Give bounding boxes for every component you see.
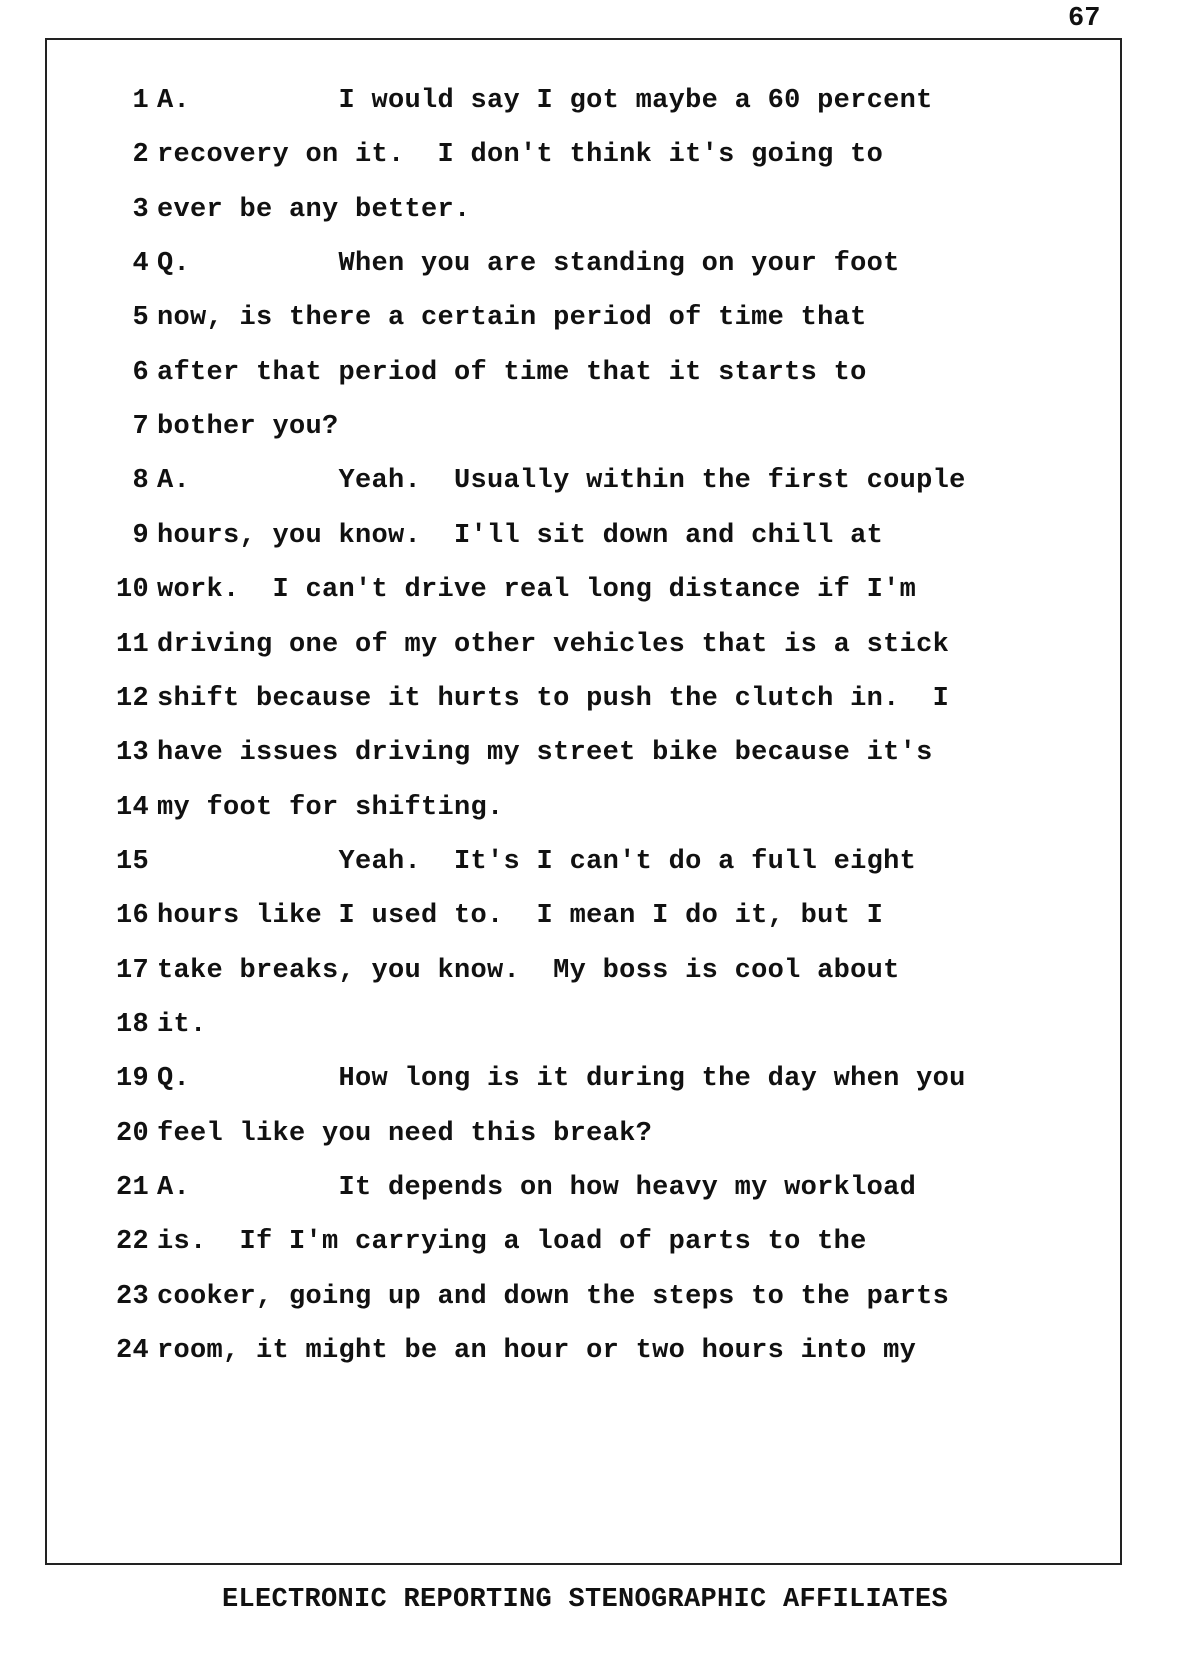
transcript-line [47, 1064, 1124, 1122]
line-text: Q. When you are standing on your foot [157, 249, 900, 280]
line-number: 2 [132, 140, 149, 171]
line-number: 1 [132, 86, 149, 116]
transcript-line [47, 140, 1124, 198]
transcript-line [47, 521, 1124, 579]
transcript-line [47, 249, 1124, 307]
transcript-line [47, 847, 1124, 905]
footer-text: ELECTRONIC REPORTING STENOGRAPHIC AFFILIATES [221, 1585, 949, 1615]
line-text: room, it might be an hour or two hours into my [157, 1336, 917, 1367]
line-number: 11 [115, 629, 149, 660]
line-number: 18 [115, 1009, 149, 1040]
line-number: 20 [115, 1118, 149, 1149]
transcript-line [47, 1282, 1124, 1340]
line-text: ever be any better. [157, 194, 471, 225]
line-number: 10 [115, 575, 149, 606]
transcript-line [47, 956, 1124, 1014]
line-number: 24 [115, 1336, 149, 1367]
line-text: now, is there a certain period of time that [157, 303, 867, 334]
transcript-line [47, 412, 1124, 470]
transcript-line [47, 1227, 1124, 1285]
line-number: 3 [132, 194, 149, 225]
line-text: bother you? [157, 412, 339, 443]
transcript-line [47, 1173, 1124, 1231]
line-number: 6 [132, 357, 149, 388]
line-text: take breaks, you know. My boss is cool about [157, 955, 900, 986]
line-number: 12 [115, 683, 149, 714]
line-number: 22 [115, 1227, 149, 1258]
line-number: 13 [115, 738, 149, 769]
transcript-line [47, 901, 1124, 959]
line-text: hours like I used to. I mean I do it, but I [157, 901, 884, 932]
line-number: 5 [132, 303, 149, 334]
line-text: Q. How long is it during the day when you [157, 1064, 966, 1095]
transcript-line [47, 575, 1124, 633]
line-text: A. I would say I got maybe a 60 percent [157, 86, 933, 116]
transcript-line [47, 1010, 1124, 1068]
transcript-line [47, 1336, 1124, 1394]
transcript-frame [45, 38, 1122, 1565]
line-text: hours, you know. I'll sit down and chill at [157, 520, 884, 551]
line-text: cooker, going up and down the steps to the parts [157, 1281, 950, 1312]
line-text: work. I can't drive real long distance if I'm [157, 575, 917, 606]
transcript-line [47, 630, 1124, 688]
line-number: 15 [115, 846, 149, 877]
line-number: 4 [132, 249, 149, 280]
line-number: 8 [132, 466, 149, 497]
line-number: 7 [132, 412, 149, 443]
transcript-line [47, 303, 1124, 361]
transcript-line [47, 684, 1124, 742]
line-number: 16 [115, 901, 149, 932]
transcript-line [47, 793, 1124, 851]
line-text: shift because it hurts to push the clutch in. I [157, 683, 950, 714]
line-number: 21 [115, 1173, 149, 1203]
transcript-line [47, 195, 1124, 253]
line-text: driving one of my other vehicles that is a stick [157, 629, 950, 660]
line-text: after that period of time that it starts to [157, 357, 867, 388]
transcript-line [47, 358, 1124, 416]
line-number: 9 [132, 520, 149, 551]
line-text: recovery on it. I don't think it's going to [157, 140, 884, 171]
line-number: 19 [115, 1064, 149, 1095]
line-text: A. Yeah. Usually within the first couple [157, 466, 966, 497]
transcript-line [47, 1119, 1124, 1177]
line-text: my foot for shifting. [157, 792, 504, 823]
line-text: Yeah. It's I can't do a full eight [157, 846, 917, 877]
line-text: is. If I'm carrying a load of parts to the [157, 1227, 867, 1258]
transcript-line [47, 86, 1124, 144]
line-text: A. It depends on how heavy my workload [157, 1173, 917, 1203]
line-text: it. [157, 1009, 207, 1040]
transcript-line [47, 466, 1124, 524]
page-number: 67 [1068, 4, 1101, 34]
line-text: have issues driving my street bike because it's [157, 738, 933, 769]
transcript-line [47, 738, 1124, 796]
line-text: feel like you need this break? [157, 1118, 653, 1149]
line-number: 23 [115, 1281, 149, 1312]
line-number: 17 [115, 955, 149, 986]
line-number: 14 [115, 792, 149, 823]
